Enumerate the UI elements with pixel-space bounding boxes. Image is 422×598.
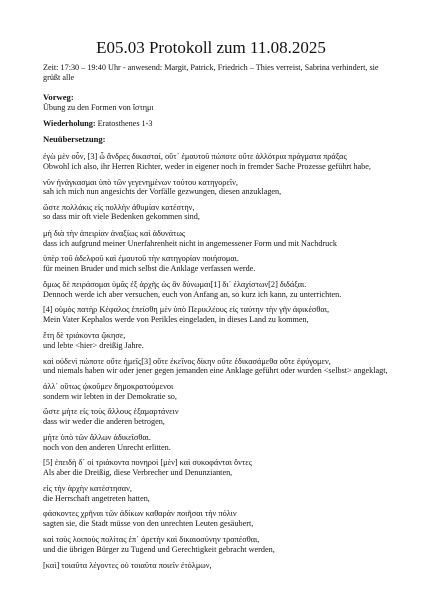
greek-line: μήτε ὑπὸ τῶν ἄλλων ἀδικεῖσθαι. — [43, 433, 151, 442]
greek-line: νῦν ἠνάγκασμαι ὑπὸ τῶν γεγενημένων τούτου κατηγορεῖν, — [43, 178, 238, 187]
german-line: sondern wir lebten in der Demokratie so, — [43, 392, 177, 401]
greek-line: ὥστε πολλάκις εἰς πολλὴν ἀθυμίαν κατέστην, — [43, 203, 195, 212]
greek-line: [5] ἐπειδὴ δ᾽ οἱ τριάκοντα πονηροὶ [μὲν] καὶ συκοφάνται ὄντες — [43, 458, 253, 467]
greek-line: [4] οὑμὸς πατὴρ Κέφαλος ἐπείσθη μὲν ὑπὸ Περικλέους εἰς ταύτην τὴν γῆν ἀφικέσθαι, — [43, 305, 330, 314]
greek-line: ὥστε μήτε εἰς τοὺς ἄλλους ἐξαμαρτάνειν — [43, 407, 179, 416]
greek-line: ἀλλ᾽ οὕτως ᾠκοῦμεν δημοκρατούμενοι — [43, 382, 174, 391]
greek-line: ὅμως δὲ πειράσομαι ὑμᾶς ἐξ ἀρχῆς ὡς ἂν δύνωμαι[1] δι᾽ ἐλαχίστων[2] διδάξαι. — [43, 280, 307, 289]
greek-line: ὑπὲρ τοῦ ἀδελφοῦ καὶ ἐμαυτοῦ τὴν κατηγορίαν ποιήσομαι. — [43, 254, 239, 263]
german-line: Mein Vater Kephalos werde von Perikles eingeladen, in dieses Land zu kommen, — [43, 315, 309, 324]
greek-line: καὶ οὐδενὶ πώποτε οὔτε ἡμεῖς[3] οὔτε ἐκεῖνος δίκην οὔτε ἐδικασάμεθα οὔτε ἐφύγομεν, — [43, 357, 331, 366]
greek-line: ἐγὼ μὲν οὖν, [3] ὦ ἄνδρες δικασταί, οὔτ᾽ ἐμαυτοῦ πώποτε οὔτε ἀλλότρια πράγματα πράξας — [43, 152, 347, 161]
neuuebersetzung-heading: Neuübersetzung: — [43, 134, 106, 144]
vorweg-heading: Vorweg: — [43, 92, 74, 102]
german-line: sah ich mich nun angesichts der Vorfälle gezwungen, diesen anzuklagen, — [43, 187, 282, 196]
german-line: die Herrschaft angetreten hatten, — [43, 494, 150, 503]
greek-line: ἔτη δὲ τριάκοντα ᾤκησε, — [43, 331, 126, 340]
greek-line: καὶ τοὺς λοιποὺς πολίτας ἐπ᾽ ἀρετὴν καὶ δικαιοσύνην τραπέσθαι, — [43, 535, 260, 544]
german-line: Dennoch werde ich aber versuchen, euch von Anfang an, so kurz ich kann, zu unterrichten. — [43, 290, 342, 299]
page-title: E05.03 Protokoll zum 11.08.2025 — [96, 38, 326, 57]
wiederholung-label: Wiederholung: — [43, 119, 96, 128]
german-line: Als aber die Dreißig, diese Verbrecher und Denunzianten, — [43, 468, 233, 477]
greek-line: μὴ διὰ τὴν ἀπειρίαν ἀναξίως καὶ ἀδυνάτως — [43, 229, 186, 238]
german-line: so dass mir oft viele Bedenken gekommen sind, — [43, 212, 200, 221]
german-line: noch von den anderen Unrecht erlitten. — [43, 443, 171, 452]
wiederholung-line — [43, 119, 152, 129]
german-line: und die übrigen Bürger zu Tugend und Gerechtigkeit gebracht werden, — [43, 545, 275, 554]
greek-line: εἰς τὴν ἀρχὴν κατέστησαν, — [43, 484, 132, 493]
german-line: und niemals haben wir oder jener gegen jemanden eine Anklage geführt oder wurden <selbst> angeklagt, — [43, 366, 388, 375]
german-line: und lebte <hier> dreißig Jahre. — [43, 341, 144, 350]
german-line: sagten sie, die Stadt müsse von den unrechten Leuten gesäubert, — [43, 519, 254, 528]
german-line: dass wir weder die anderen betrogen, — [43, 417, 165, 426]
german-line: Obwohl ich also, ihr Herren Richter, weder in eigener noch in fremder Sache Prozesse geführt habe, — [43, 162, 371, 171]
german-line: für meinen Bruder und mich selbst die Anklage verfassen werde. — [43, 264, 256, 273]
vorweg-text: Übung zu den Formen von ἵστημι — [43, 103, 154, 112]
meeting-info: Zeit: 17:30 – 19:40 Uhr - anwesend: Margit, Patrick, Friedrich – Thies verreist, Sabrina verhindert, sie grüßt alle — [43, 63, 379, 83]
greek-line: φάσκοντες χρῆναι τῶν ἀδίκων καθαρὰν ποιῆσαι τὴν πόλιν — [43, 509, 237, 518]
wiederholung-text: Eratosthenes 1-3 — [95, 119, 153, 128]
greek-line: [καὶ] τοιαῦτα λέγοντες οὐ τοιαῦτα ποιεῖν ἐτόλμων, — [43, 561, 212, 570]
german-line: dass ich aufgrund meiner Unerfahrenheit nicht in angemessener Form und mit Nachdruck — [43, 239, 337, 248]
